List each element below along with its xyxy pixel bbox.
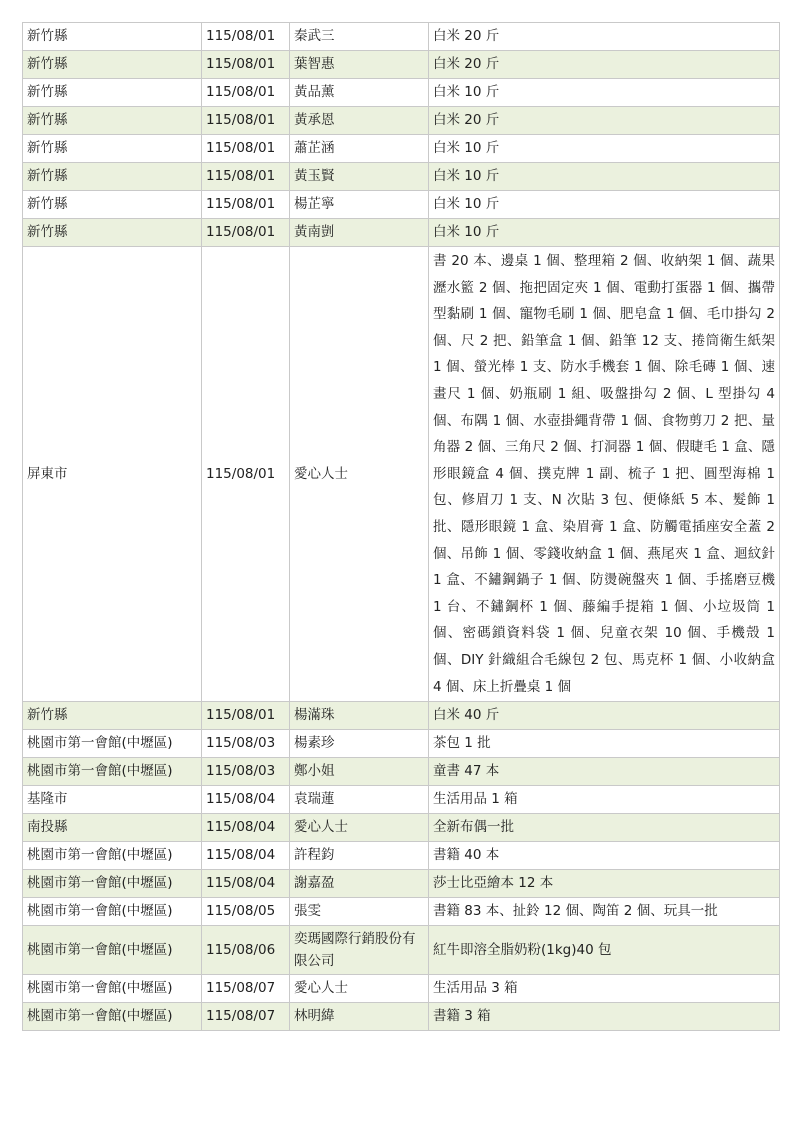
date-cell: 115/08/06 xyxy=(202,926,290,975)
region-cell: 南投縣 xyxy=(23,814,202,842)
table-row xyxy=(23,702,780,730)
item-cell: 書籍 83 本、扯鈴 12 個、陶笛 2 個、玩具一批 xyxy=(429,898,780,926)
table-row xyxy=(23,79,780,107)
item-cell: 白米 20 斤 xyxy=(429,23,780,51)
item-cell: 紅牛即溶全脂奶粉(1kg)40 包 xyxy=(429,926,780,975)
donation-table-body xyxy=(23,23,780,1031)
item-cell: 白米 20 斤 xyxy=(429,107,780,135)
item-cell: 白米 10 斤 xyxy=(429,79,780,107)
region-cell: 新竹縣 xyxy=(23,191,202,219)
table-row xyxy=(23,51,780,79)
donor-cell: 黃承恩 xyxy=(290,107,429,135)
date-cell: 115/08/04 xyxy=(202,870,290,898)
donor-cell: 黃玉賢 xyxy=(290,163,429,191)
donor-cell: 鄭小姐 xyxy=(290,758,429,786)
donor-cell: 愛心人士 xyxy=(290,247,429,702)
region-cell: 桃園市第一會館(中壢區) xyxy=(23,842,202,870)
table-row xyxy=(23,247,780,702)
region-cell: 基隆市 xyxy=(23,786,202,814)
region-cell: 桃園市第一會館(中壢區) xyxy=(23,975,202,1003)
region-cell: 桃園市第一會館(中壢區) xyxy=(23,870,202,898)
donor-cell: 楊素珍 xyxy=(290,730,429,758)
donor-cell: 張雯 xyxy=(290,898,429,926)
region-cell: 桃園市第一會館(中壢區) xyxy=(23,730,202,758)
date-cell: 115/08/01 xyxy=(202,23,290,51)
donor-cell: 愛心人士 xyxy=(290,975,429,1003)
table-row xyxy=(23,1003,780,1031)
region-cell: 桃園市第一會館(中壢區) xyxy=(23,758,202,786)
region-cell: 新竹縣 xyxy=(23,219,202,247)
region-cell: 新竹縣 xyxy=(23,107,202,135)
donor-cell: 黃南剴 xyxy=(290,219,429,247)
donor-cell: 林明緯 xyxy=(290,1003,429,1031)
item-cell: 書籍 3 箱 xyxy=(429,1003,780,1031)
item-cell: 莎士比亞繪本 12 本 xyxy=(429,870,780,898)
date-cell: 115/08/03 xyxy=(202,758,290,786)
date-cell: 115/08/01 xyxy=(202,51,290,79)
item-cell: 白米 10 斤 xyxy=(429,135,780,163)
date-cell: 115/08/03 xyxy=(202,730,290,758)
table-row xyxy=(23,191,780,219)
donor-cell: 奕瑪國際行銷股份有限公司 xyxy=(290,926,429,975)
table-row xyxy=(23,135,780,163)
table-row xyxy=(23,23,780,51)
date-cell: 115/08/01 xyxy=(202,107,290,135)
table-row xyxy=(23,842,780,870)
table-row xyxy=(23,926,780,975)
table-row xyxy=(23,870,780,898)
region-cell: 新竹縣 xyxy=(23,79,202,107)
table-row xyxy=(23,219,780,247)
region-cell: 新竹縣 xyxy=(23,51,202,79)
item-cell: 生活用品 3 箱 xyxy=(429,975,780,1003)
date-cell: 115/08/04 xyxy=(202,814,290,842)
item-cell: 白米 10 斤 xyxy=(429,219,780,247)
region-cell: 新竹縣 xyxy=(23,702,202,730)
table-row xyxy=(23,975,780,1003)
date-cell: 115/08/01 xyxy=(202,219,290,247)
donor-cell: 許程鈞 xyxy=(290,842,429,870)
item-cell: 童書 47 本 xyxy=(429,758,780,786)
item-cell: 白米 10 斤 xyxy=(429,191,780,219)
donor-cell: 謝嘉盈 xyxy=(290,870,429,898)
date-cell: 115/08/05 xyxy=(202,898,290,926)
region-cell: 桃園市第一會館(中壢區) xyxy=(23,898,202,926)
date-cell: 115/08/07 xyxy=(202,975,290,1003)
date-cell: 115/08/01 xyxy=(202,247,290,702)
region-cell: 桃園市第一會館(中壢區) xyxy=(23,1003,202,1031)
region-cell: 新竹縣 xyxy=(23,135,202,163)
donor-cell: 楊芷寧 xyxy=(290,191,429,219)
item-cell: 全新布偶一批 xyxy=(429,814,780,842)
donor-cell: 袁瑞蓮 xyxy=(290,786,429,814)
date-cell: 115/08/07 xyxy=(202,1003,290,1031)
item-cell: 白米 40 斤 xyxy=(429,702,780,730)
table-row xyxy=(23,814,780,842)
region-cell: 桃園市第一會館(中壢區) xyxy=(23,926,202,975)
region-cell: 新竹縣 xyxy=(23,23,202,51)
table-row xyxy=(23,786,780,814)
item-cell: 白米 10 斤 xyxy=(429,163,780,191)
date-cell: 115/08/01 xyxy=(202,702,290,730)
table-row xyxy=(23,730,780,758)
region-cell: 新竹縣 xyxy=(23,163,202,191)
table-row xyxy=(23,163,780,191)
item-cell: 白米 20 斤 xyxy=(429,51,780,79)
item-cell: 書籍 40 本 xyxy=(429,842,780,870)
item-cell: 生活用品 1 箱 xyxy=(429,786,780,814)
date-cell: 115/08/01 xyxy=(202,79,290,107)
donor-cell: 楊滿珠 xyxy=(290,702,429,730)
date-cell: 115/08/01 xyxy=(202,191,290,219)
donor-cell: 葉智惠 xyxy=(290,51,429,79)
table-row xyxy=(23,758,780,786)
donor-cell: 秦武三 xyxy=(290,23,429,51)
date-cell: 115/08/04 xyxy=(202,786,290,814)
date-cell: 115/08/01 xyxy=(202,163,290,191)
item-cell: 茶包 1 批 xyxy=(429,730,780,758)
table-row xyxy=(23,107,780,135)
date-cell: 115/08/01 xyxy=(202,135,290,163)
date-cell: 115/08/04 xyxy=(202,842,290,870)
region-cell: 屏東市 xyxy=(23,247,202,702)
donor-cell: 黃品薰 xyxy=(290,79,429,107)
item-cell: 書 20 本、邊桌 1 個、整理箱 2 個、收納架 1 個、蔬果瀝水籃 2 個、拖把固定夾 1 個、電動打蛋器 1 個、攜帶型黏刷 1 個、寵物毛刷 1 個、肥皂盒 1 個、毛巾掛勾 2 個、尺 2 把、鉛筆盒 1 個、鉛筆 12 支、捲筒衛生紙架 1 個、螢光棒 1 支、防水手機套 1 個、除毛磚 1 個、速畫尺 1 個、奶瓶刷 1 組、吸盤掛勾 2 個、L 型掛勾 4 個、布隅 1 個、水壺掛繩背帶 1 個、食物剪刀 2 把、量角器 2 個、三角尺 2 個、打洞器 1 個、假睫毛 1 盒、隱形眼鏡盒 4 個、撲克牌 1 副、梳子 1 把、圓型海棉 1 包、修眉刀 1 支、N 次貼 3 包、便條紙 5 本、髮飾 1 批、隱形眼鏡 1 盒、染眉膏 1 盒、防觸電插座安全蓋 2 個、吊飾 1 個、零錢收納盒 1 個、燕尾夾 1 盒、迴紋針 1 盒、不鏽鋼鍋子 1 個、防燙碗盤夾 1 個、手搖磨豆機 1 台、不鏽鋼杯 1 個、藤編手提箱 1 個、小垃圾筒 1 個、密碼鎖資料袋 1 個、兒童衣架 10 個、手機殼 1 個、DIY 針織組合毛線包 2 包、馬克杯 1 個、小收納盒 4 個、床上折疊桌 1 個 xyxy=(429,247,780,702)
donor-cell: 愛心人士 xyxy=(290,814,429,842)
donation-table xyxy=(22,22,780,1031)
table-row xyxy=(23,898,780,926)
donor-cell: 蕭芷涵 xyxy=(290,135,429,163)
